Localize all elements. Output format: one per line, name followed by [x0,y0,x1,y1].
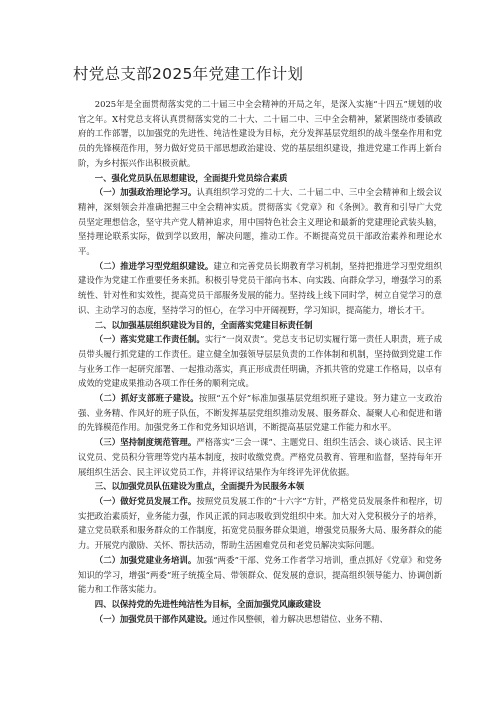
document-body [78,97,442,626]
subsection-lead: （一）加强党员干部作风建设。 [94,613,213,624]
section-heading: 四、以保持党的先进性纯洁性为目标，全面加强党风廉政建设 [94,598,321,609]
body-paragraph [78,259,442,318]
section-heading: 三、以加强党员队伍建设为重点，全面提升为民服务本领 [94,481,305,492]
body-paragraph [78,332,442,391]
subsection-lead: （一）做好党员发展工作。 [94,495,197,506]
body-paragraph [78,494,442,553]
paragraph-text: 认真组织学习党的二十大、二十届二中、三中全会精神和上级会议精神，深刻领会并准确把握三中全会精神实质。贯彻落实《党章》和《条例》。教育和引导广大党员坚定理想信念，坚守共产党人精神追求，用中国特色社会主义理论和最新的党建理论武装头脑，坚持理论联系实际，做到学以致用，解决问题，推动工作。不断提高党员干部政治素养和理论水平。 [78,187,443,257]
paragraph-text: 建立和完善党员长期教育学习机制，坚持把推进学习型党组织建设作为党建工作重要任务来抓。积极引导党员干部向书本、向实践、向群众学习，增强学习的系统性、针对性和实效性，提高党员干部服务发展的能力。坚持线上线下同时学，树立自觉学习的意识、主动学习的态度，坚持学习的恒心，在学习中开阔视野，学习知识，提高能力，增长才干。 [78,260,443,315]
paragraph-text: 加强“两委”干部、党务工作者学习培训，重点抓好《党章》和党务知识的学习，增强“两委”班子统揽全局、带领群众、促发展的意识，提高组织领导能力、协调创新能力和工作落实能力。 [78,554,443,595]
body-paragraph [78,185,442,259]
paragraph-text: 通过作风整顿，着力解决思想错位、业务不精、 [212,613,388,624]
page-title: 村党总支部2025年党建工作计划 [73,65,304,83]
body-paragraph [78,612,442,627]
body-paragraph [78,97,442,171]
paragraph-text: 实行“一岗双责”。党总支书记切实履行第一责任人职责，班子成员带头履行抓党建的工作责任。建立健全加强领导层层负责的工作体制和机制，坚持做到党建工作与业务工作一起研究部署、一起推动落实，真正形成责任明确，齐抓共管的党建工作格局，以卓有成效的党建成果推动各项工作任务的顺利完成。 [78,334,443,389]
section-heading: 二、以加强基层组织建设为目的，全面落实党建目标责任制 [94,319,313,330]
subsection-lead: （一）落实党建工作责任制。 [94,334,205,345]
paragraph-text: 2025年是全面贯彻落实党的二十届三中全会精神的开局之年，是深入实施“十四五”规划的收官之年。X村党总支将认真贯彻落实党的二十大、二十届二中、三中全会精神，紧紧围绕市委镇政府的工作部署，以加强党的先进性、纯洁性建设为目标，充分发挥基层党组织的战斗堡垒作用和党员的先锋模范作用，努力做好党员干部思想政治建设、党的基层组织建设，推进党建工作再上新台阶，为乡村振兴作出积极贡献。 [78,99,442,168]
section-heading: 一、强化党员队伍思想建设，全面提升党员综合素质 [94,172,288,183]
subsection-lead: （三）坚持制度规范管理。 [94,437,197,448]
body-paragraph [78,435,442,479]
subsection-lead: （二）推进学习型党组织建设。 [94,260,214,271]
paragraph-text: 按照“五个好”标准加强基层党组织班子建设。努力建立一支政治强、业务精、作风好的班子队伍，不断发挥基层党组织推动发展、服务群众、凝聚人心和促进和谐的先锋模范作用。加强党务工作和党务知识培训，不断提高基层党建工作能力和水平。 [78,393,443,433]
subsection-lead: （一）加强政治理论学习。 [94,187,197,198]
subsection-lead: （二）加强党建业务培训。 [94,554,197,565]
body-paragraph [78,553,442,597]
body-paragraph [78,391,442,435]
subsection-lead: （二）抓好支部班子建设。 [94,393,199,404]
paragraph-text: 严格落实“三会一课”、主题党日、组织生活会、谈心谈话、民主评议党员、党员积分管理等党内基本制度，按时收缴党费。严格党员教育、管理和监督，坚持每年开展组织生活会、民主评议党员工作，并将评议结果作为年终评先评优依据。 [78,437,443,477]
paragraph-text: 按照党员发展工作的“十六字”方针，严格党员发展条件和程序，切实把政治素质好，业务能力强，作风正派的同志吸收到党组织中来。加大对入党积极分子的培养，建立党员联系和服务群众的工作制度，拓宽党员服务群众渠道，增强党员服务大局、服务群众的能力。开展党内激励、关怀、帮扶活动，帮助生活困难党员和老党员解决实际问题。 [78,495,443,551]
